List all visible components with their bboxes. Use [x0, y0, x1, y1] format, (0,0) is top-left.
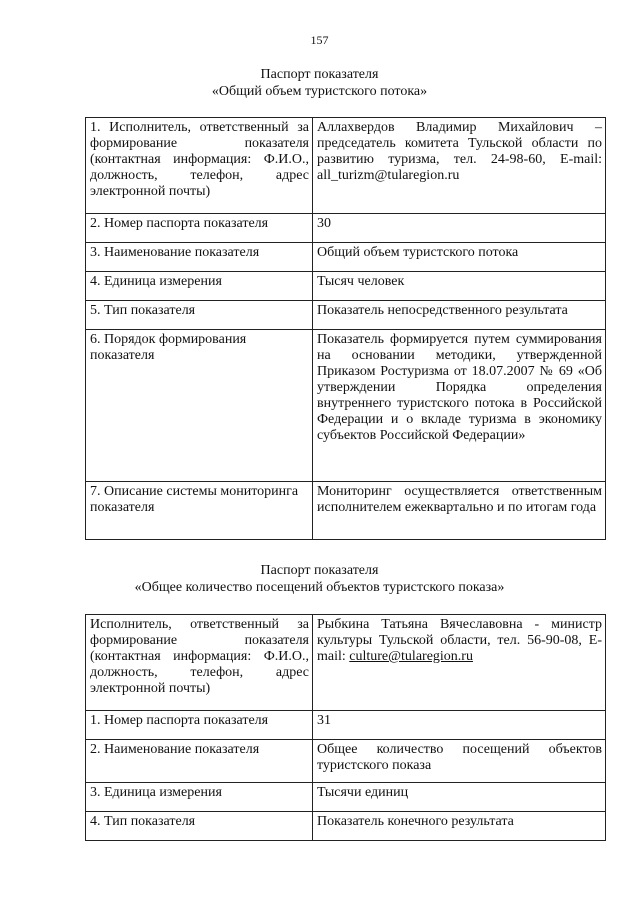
passport-2-title-line-2: «Общее количество посещений объектов туристского показа»: [134, 580, 505, 595]
row-value-passport-number: 31: [313, 711, 606, 740]
table-row: [86, 711, 606, 740]
executor-email-link[interactable]: culture@tularegion.ru: [349, 649, 473, 664]
passport-1-title: [0, 66, 639, 100]
passport-1-title-line-2: «Общий объем туристского потока»: [211, 84, 428, 99]
executor-contact-text: Рыбкина Татьяна Вячеславовна - министр культуры Тульской области, тел. 56-90-08, E-mail:: [317, 617, 602, 664]
page-number: 157: [310, 33, 329, 47]
row-label-formation-order: 6. Порядок формирования показателя: [86, 330, 313, 482]
passport-2-title-line-1: Паспорт показателя: [260, 563, 379, 578]
row-value-unit: Тысяч человек: [313, 272, 606, 301]
row-label-passport-number: 2. Номер паспорта показателя: [86, 214, 313, 243]
row-label-indicator-name: 3. Наименование показателя: [86, 243, 313, 272]
row-label-indicator-type: 5. Тип показателя: [86, 301, 313, 330]
row-label-passport-number: 1. Номер паспорта показателя: [86, 711, 313, 740]
row-value-indicator-name: Общее количество посещений объектов туристского показа: [313, 740, 606, 783]
row-value-unit: Тысячи единиц: [313, 783, 606, 812]
passport-1-table: [85, 117, 606, 540]
row-value-indicator-type: Показатель непосредственного результата: [313, 301, 606, 330]
row-value-formation-order: Показатель формируется путем суммирования на основании методики, утвержденной Приказом Ростуризма от 18.07.2007 № 69 «Об утверждении Порядка определения внутреннего туристского потока в Российской Федерации и о вкладе туризма в экономику субъектов Российской Федерации»: [313, 330, 606, 482]
table-row: [86, 118, 606, 214]
row-label-unit: 3. Единица измерения: [86, 783, 313, 812]
passport-2-title: [0, 562, 639, 596]
row-value-executor: Аллахвердов Владимир Михайлович – председатель комитета Тульской области по развитию туризма, тел. 24-98-60, E-mail: all_turizm@tularegion.ru: [313, 118, 606, 214]
table-row: [86, 482, 606, 540]
row-value-monitoring: Мониторинг осуществляется ответственным исполнителем ежеквартально и по итогам года: [313, 482, 606, 540]
table-row: [86, 214, 606, 243]
row-label-indicator-name: 2. Наименование показателя: [86, 740, 313, 783]
row-label-executor: Исполнитель, ответственный за формирование показателя (контактная информация: Ф.И.О., должность, телефон, адрес электронной почты): [86, 615, 313, 711]
table-row: [86, 272, 606, 301]
row-value-indicator-type: Показатель конечного результата: [313, 812, 606, 841]
table-row: [86, 812, 606, 841]
row-label-executor: 1. Исполнитель, ответственный за формирование показателя (контактная информация: Ф.И.О., должность, телефон, адрес электронной почты): [86, 118, 313, 214]
passport-1-title-line-1: Паспорт показателя: [260, 67, 379, 82]
table-row: [86, 783, 606, 812]
table-row: [86, 615, 606, 711]
table-row: [86, 330, 606, 482]
row-value-executor: [313, 615, 606, 711]
row-value-passport-number: 30: [313, 214, 606, 243]
row-label-indicator-type: 4. Тип показателя: [86, 812, 313, 841]
table-row: [86, 740, 606, 783]
row-label-monitoring: 7. Описание системы мониторинга показателя: [86, 482, 313, 540]
table-row: [86, 301, 606, 330]
row-value-indicator-name: Общий объем туристского потока: [313, 243, 606, 272]
table-row: [86, 243, 606, 272]
row-label-unit: 4. Единица измерения: [86, 272, 313, 301]
passport-2-table: [85, 614, 606, 841]
